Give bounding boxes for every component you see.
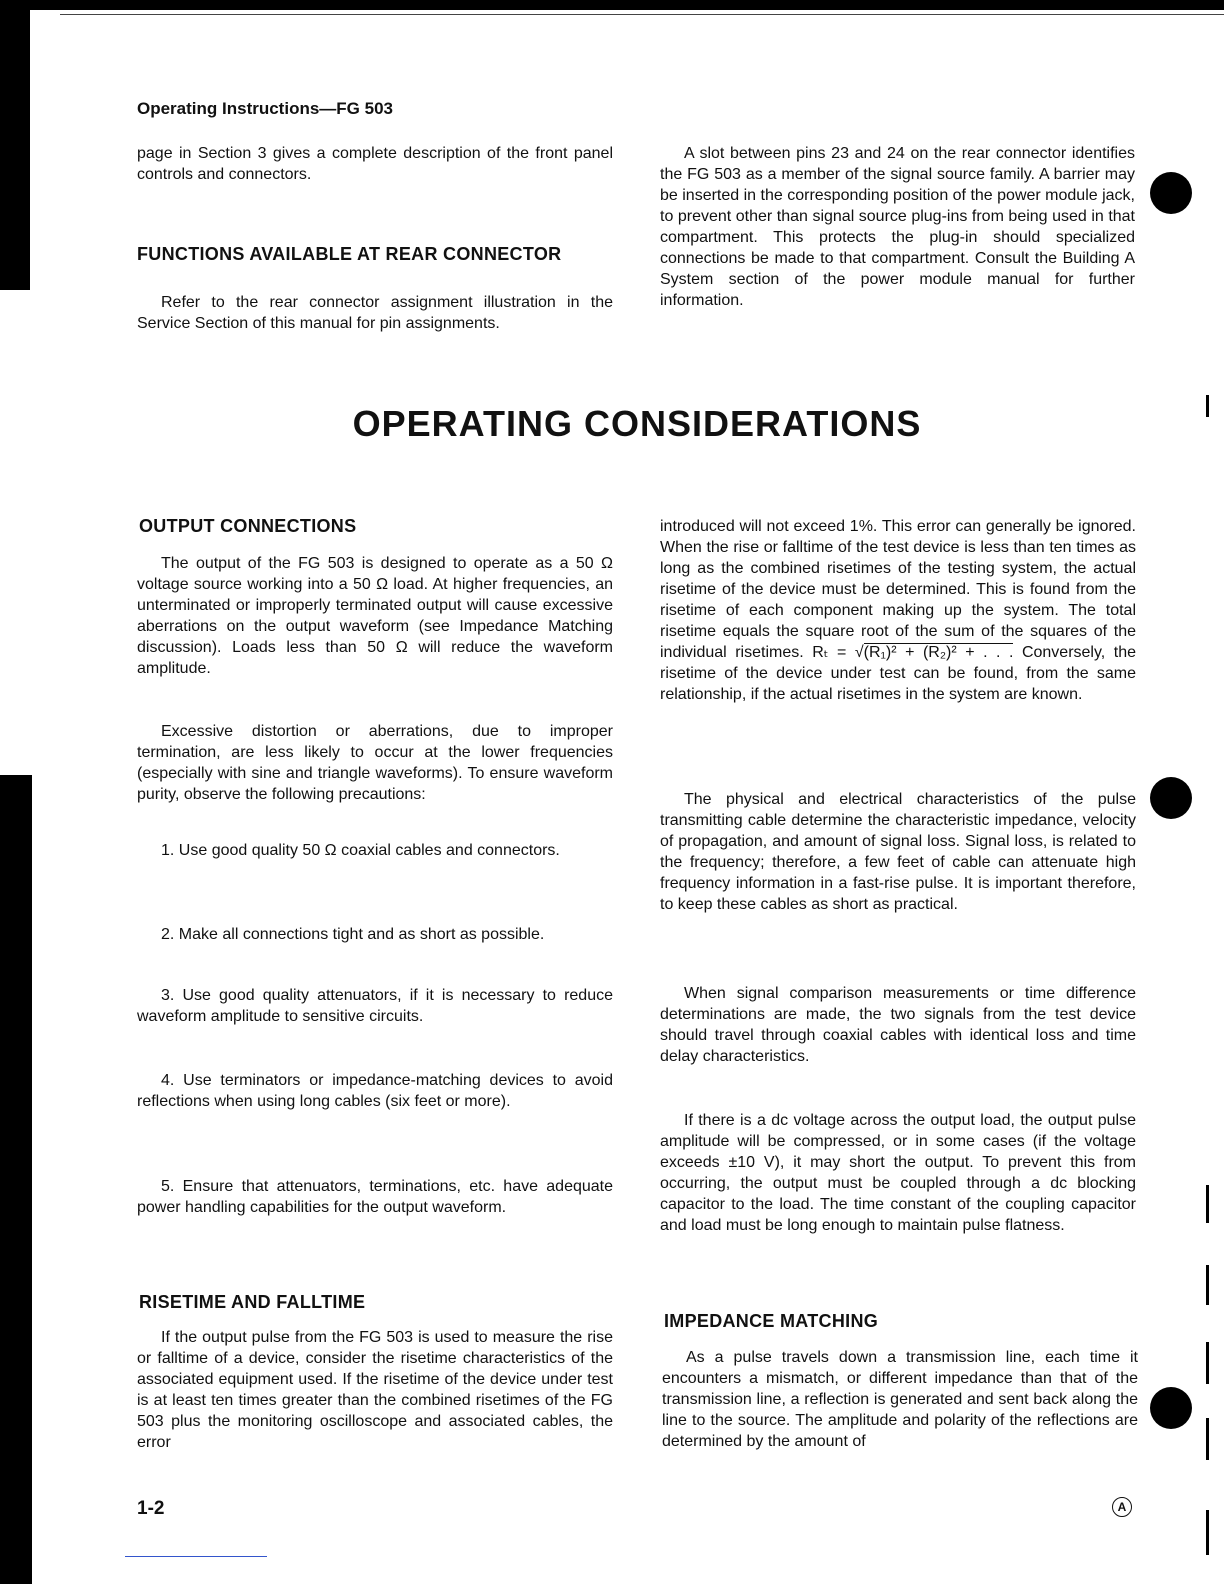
risetime-continued-b: Conversely, the risetime of the device under test can be found, from the same relationship, if the actual risetimes in the system are known. (660, 644, 1136, 703)
risetime-continued (660, 516, 1136, 705)
scan-left-border-bottom (0, 775, 32, 1584)
impedance-text: As a pulse travels down a transmission line, each time it encounters a mismatch, or different impedance than that of the transmission line, a reflection is generated and sent back along the line to the source. The amplitude and polarity of the reflections are determined by the amount of (662, 1349, 1138, 1450)
slot-text: A slot between pins 23 and 24 on the rear connector identifies the FG 503 as a member of the signal source family. A barrier may be inserted in the corresponding position of the power module jack, to prevent other than signal source plug-ins from being used in that compartment. This protects the plug-in should specialized connections be made to that compartment. Consult the Building A System section of the power module manual for further information. (660, 145, 1135, 309)
formula-radicand: (R₁)² + (R₂)² + . . . (863, 644, 1014, 661)
cable-text: The physical and electrical characteristics of the pulse transmitting cable determine the characteristic impedance, velocity of propagation, and amount of signal loss. Signal loss, is related to the frequency; therefore, a few feet of cable can attenuate high frequency information in a fast-rise pulse. It is important therefore, to keep these cables as short as practical. (660, 791, 1136, 913)
output-connections-heading: OUTPUT CONNECTIONS (139, 516, 357, 536)
precaution-item-5 (137, 1176, 613, 1218)
dc-voltage-paragraph (660, 1110, 1136, 1236)
publisher-logo: A (1112, 1497, 1132, 1517)
comparison-paragraph (660, 983, 1136, 1067)
binder-hole-middle (1150, 777, 1192, 819)
precaution-item-1 (137, 840, 613, 861)
precaution-text-4: 4. Use terminators or impedance-matching devices to avoid reflections when using long cables (six feet or more). (137, 1072, 613, 1110)
output-text-1: The output of the FG 503 is designed to operate as a 50 Ω voltage source working into a 50 Ω load. At higher frequencies, an unterminated or improperly terminated output will cause excessive aberrations on the output waveform (see Impedance Matching discussion). Loads less than 50 Ω will reduce the waveform amplitude. (137, 555, 613, 677)
binder-hole-top (1150, 172, 1192, 214)
scan-top-rule (60, 14, 1224, 15)
cable-paragraph (660, 789, 1136, 915)
dc-voltage-text: If there is a dc voltage across the output load, the output pulse amplitude will be compressed, or in some cases (if the voltage exceeds ±10 V), it may short the output. To prevent this from occurring, the output must be coupled through a dc blocking capacitor to the load. The time constant of the coupling capacitor and load must be long enough to maintain pulse flatness. (660, 1112, 1136, 1234)
running-header: Operating Instructions—FG 503 (137, 99, 393, 118)
scan-edge-mark (1206, 1342, 1209, 1384)
precaution-text-2: 2. Make all connections tight and as short as possible. (161, 926, 545, 943)
precaution-text-5: 5. Ensure that attenuators, terminations, etc. have adequate power handling capabilities for the output waveform. (137, 1178, 613, 1216)
bottom-rule (125, 1556, 267, 1557)
precaution-item-3 (137, 985, 613, 1027)
scan-left-border-top (0, 0, 30, 290)
precaution-item-4 (137, 1070, 613, 1112)
intro-paragraph (137, 143, 613, 185)
risetime-text: If the output pulse from the FG 503 is used to measure the rise or falltime of a device, consider the risetime characteristics of the associated equipment used. If the risetime of the device under test is at least ten times greater than the combined risetimes of the FG 503 plus the monitoring oscilloscope and associated cables, the error (137, 1329, 613, 1451)
precaution-text-3: 3. Use good quality attenuators, if it is necessary to reduce waveform amplitude to sensitive circuits. (137, 987, 613, 1025)
risetime-paragraph (137, 1327, 613, 1453)
scan-edge-mark (1206, 1265, 1209, 1305)
slot-paragraph (660, 143, 1135, 311)
risetime-continued-text (660, 516, 1136, 705)
page-number: 1-2 (137, 1498, 165, 1519)
page-title: OPERATING CONSIDERATIONS (352, 403, 922, 444)
scan-edge-mark (1206, 1418, 1209, 1460)
output-paragraph-1 (137, 553, 613, 679)
risetime-heading: RISETIME AND FALLTIME (139, 1292, 366, 1312)
risetime-formula (812, 643, 1013, 661)
scan-top-border (0, 0, 1224, 10)
scan-edge-mark (1206, 1185, 1209, 1223)
scan-edge-mark (1206, 1510, 1209, 1555)
rear-connector-paragraph (137, 292, 613, 334)
rear-connector-heading: FUNCTIONS AVAILABLE AT REAR CONNECTOR (137, 244, 562, 264)
formula-lhs: Rₜ = √ (812, 644, 864, 661)
impedance-matching-heading: IMPEDANCE MATCHING (664, 1311, 879, 1331)
precaution-item-2 (137, 924, 613, 945)
rear-connector-text: Refer to the rear connector assignment illustration in the Service Section of this manual for pin assignments. (137, 294, 613, 332)
binder-hole-bottom (1150, 1387, 1192, 1429)
intro-text: page in Section 3 gives a complete description of the front panel controls and connectors. (137, 145, 613, 183)
output-text-2: Excessive distortion or aberrations, due to improper termination, are less likely to occur at the lower frequencies (especially with sine and triangle waveforms). To ensure waveform purity, observe the following precautions: (137, 723, 613, 803)
precaution-text-1: 1. Use good quality 50 Ω coaxial cables and connectors. (161, 842, 560, 859)
impedance-paragraph (662, 1347, 1138, 1452)
output-paragraph-2 (137, 721, 613, 805)
risetime-continued-a: introduced will not exceed 1%. This error can generally be ignored. When the rise or falltime of the test device is less than ten times as long as the combined risetimes of the testing system, the actual risetime of the device must be determined. This is found from the risetime of each component making up the system. The total risetime equals the square root of the sum of the squares of the individual risetimes. (660, 518, 1136, 661)
comparison-text: When signal comparison measurements or time difference determinations are made, the two signals from the test device should travel through coaxial cables with identical loss and time delay characteristics. (660, 985, 1136, 1065)
